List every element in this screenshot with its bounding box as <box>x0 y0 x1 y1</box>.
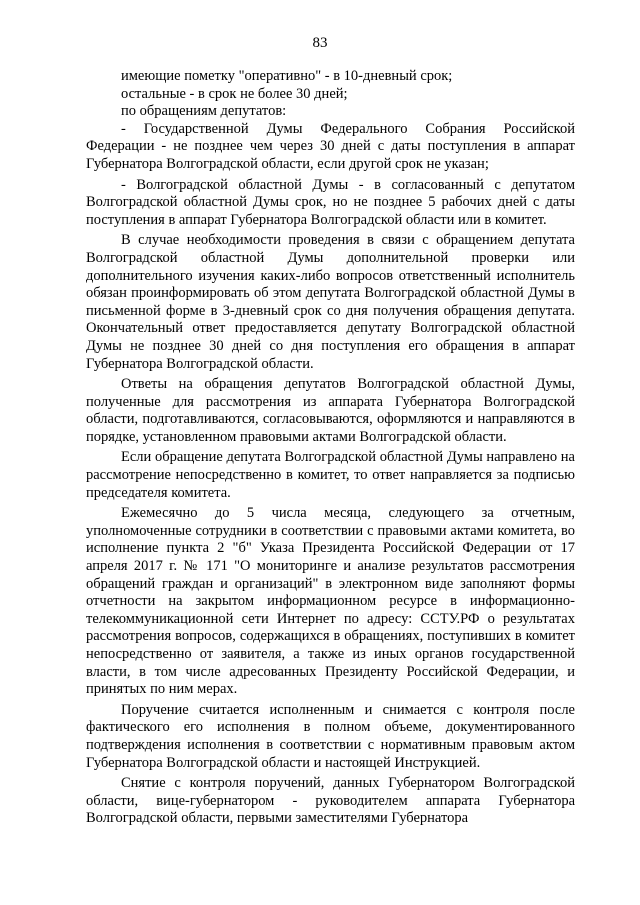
paragraph-regional-duma: - Волгоградской областной Думы - в согласованный с депутатом Волгоградской областной Думы срок, но не позднее 5 рабочих дней с даты поступления в аппарат Губернатора Волгоградской области или в комитет. <box>86 176 575 228</box>
paragraph-order-completed: Поручение считается исполненным и снимается с контроля после фактического его исполнения в полном объеме, документированного подтверждения исполнения в соответствии с нормативным правовым актом Губернатора Волгоградской области и настоящей Инструкцией. <box>86 701 575 771</box>
paragraph-urgent-term: имеющие пометку "оперативно" - в 10-дневный срок; <box>121 68 453 84</box>
paragraph-additional-check: В случае необходимости проведения в связи с обращением депутата Волгоградской областной Думы дополнительной проверки или дополнительного изучения каких-либо вопросов ответственный исполнитель обязан проинформировать об этом депутата Волгоградской областной Думы в письменной форме в 3-дневный срок со дня получения обращения депутата. Окончательный ответ предоставляется депутату Волгоградской областной Думы не позднее 30 дней со дня поступления его обращения в аппарат Губернатора Волгоградской области. <box>86 232 575 372</box>
paragraph-answers-preparation: Ответы на обращения депутатов Волгоградской областной Думы, полученные для рассмотрения из аппарата Губернатора Волгоградской области, подготавливаются, согласовываются, оформляются и направляются в порядке, установленном правовыми актами Волгоградской области. <box>86 376 575 445</box>
page-number: 83 <box>312 35 328 51</box>
paragraph-deputies-heading: по обращениям депутатов: <box>121 103 287 120</box>
paragraph-other-term: остальные - в срок не более 30 дней; <box>121 85 348 102</box>
paragraph-state-duma: - Государственной Думы Федерального Собрания Российской Федерации - не позднее чем через 30 дней с даты поступления в аппарат Губернатора Волгоградской области, если другой срок не указан; <box>86 120 575 172</box>
paragraph-control-removal: Снятие с контроля поручений, данных Губернатором Волгоградской области, вице-губернатором - руководителем аппарата Губернатора Волгоградской области, первыми заместителями Губернатора <box>86 775 575 827</box>
document-body <box>86 68 575 831</box>
paragraph-monthly-reporting: Ежемесячно до 5 числа месяца, следующего за отчетным, уполномоченные сотрудники в соответствии с правовыми актами комитета, во исполнение пункта 2 "б" Указа Президента Российской Федерации от 17 апреля 2017 г. № 171 "О мониторинге и анализе результатов рассмотрения обращений граждан и организаций" в электронном виде заполняют формы отчетности на закрытом информационном ресурсе в информационно-телекоммуникационной сети Интернет по адресу: ССТУ.РФ о результатах рассмотрения вопросов, содержащихся в обращениях, поступивших в комитет непосредственно от заявителя, а также из иных органов государственной власти, в том числе адресованных Президенту Российской Федерации, и принятых по ним мерах. <box>86 505 575 698</box>
paragraph-direct-to-committee: Если обращение депутата Волгоградской областной Думы направлено на рассмотрение непосредственно в комитет, то ответ направляется за подписью председателя комитета. <box>86 449 575 501</box>
